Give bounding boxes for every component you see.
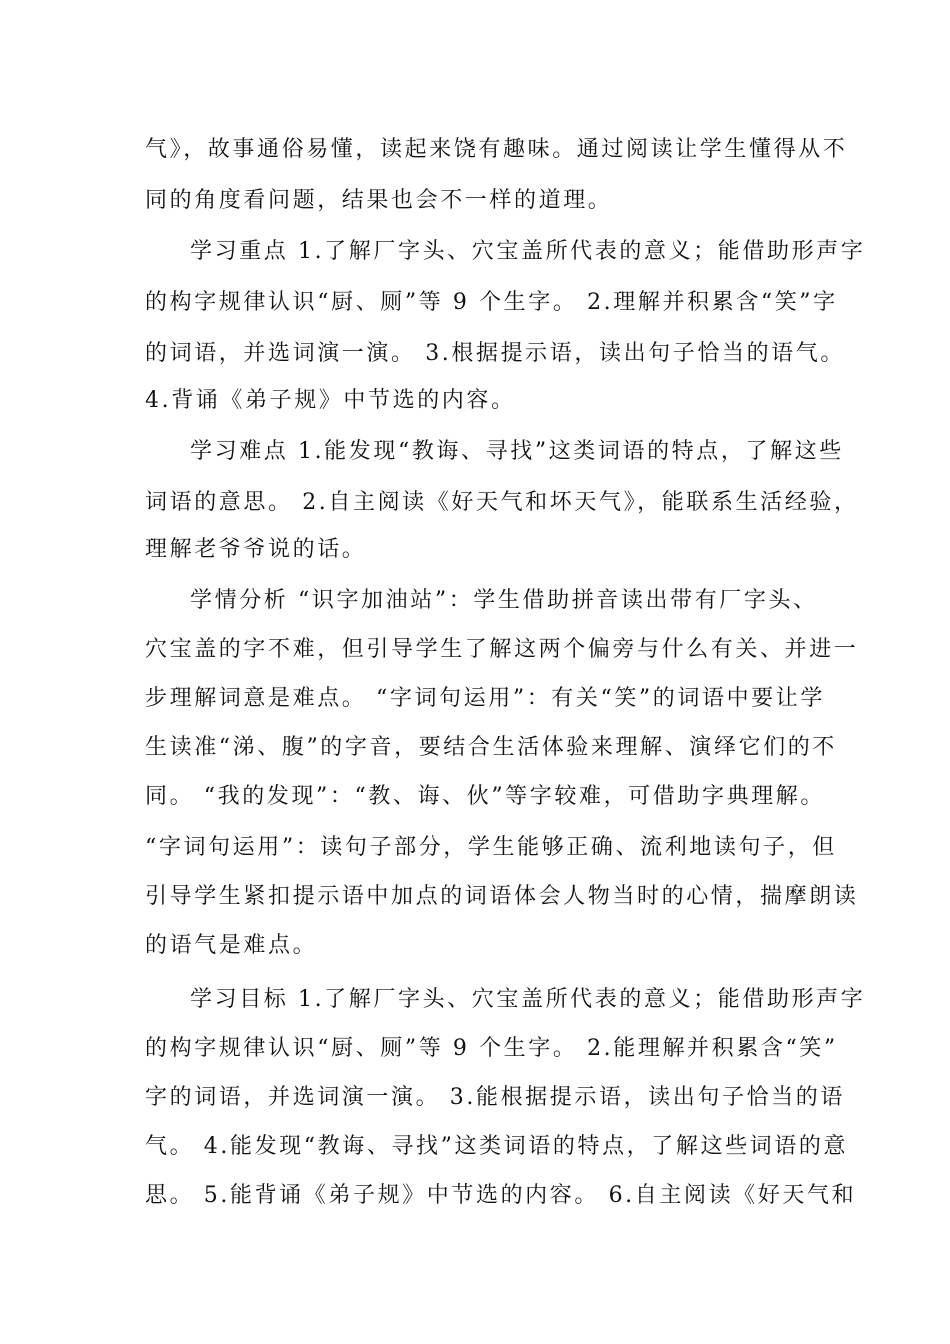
text-line: 的构字规律认识“厨、厕”等 9 个生字。 2.能理解并积累含“笑”: [145, 1036, 838, 1061]
text-line: “字词句运用”：读句子部分，学生能够正确、流利地读句子，但: [145, 835, 837, 860]
text-line: 的构字规律认识“厨、厕”等 9 个生字。 2.理解并积累含“笑”字: [145, 290, 838, 315]
text-line: 字的词语，并选词演一演。 3.能根据提示语，读出句子恰当的语: [145, 1085, 845, 1110]
text-line: 穴宝盖的字不难，但引导学生了解这两个偏旁与什么有关、并进一: [145, 637, 859, 662]
paragraph-learning-analysis: 学情分析 “识字加油站”：学生借助拼音读出带有厂字头、: [190, 588, 818, 613]
text-line: 词语的意思。 2.自主阅读《好天气和坏天气》，能联系生活经验，: [145, 490, 859, 515]
text-line: 气》，故事通俗易懂，读起来饶有趣味。通过阅读让学生懂得从不: [145, 137, 848, 162]
text-line: 步理解词意是难点。 “字词句运用”：有关“笑”的词语中要让学: [145, 686, 825, 711]
paragraph-study-focus: 学习重点 1.了解厂字头、穴宝盖所代表的意义；能借助形声字: [190, 239, 866, 264]
text-line: 4.背诵《弟子规》中节选的内容。: [145, 388, 516, 413]
paragraph-learning-goals: 学习目标 1.了解厂字头、穴宝盖所代表的意义；能借助形声字: [190, 987, 866, 1012]
text-line: 生读准“涕、腹”的字音，要结合生活体验来理解、演绎它们的不: [145, 735, 837, 760]
text-line: 气。 4.能发现“教诲、寻找”这类词语的特点，了解这些词语的意: [145, 1134, 849, 1159]
text-line: 同。 “我的发现”：“教、诲、伙”等字较难，可借助字典理解。: [145, 784, 825, 809]
text-line: 思。 5.能背诵《弟子规》中节选的内容。 6.自主阅读《好天气和: [145, 1183, 857, 1208]
text-line: 的词语，并选词演一演。 3.根据提示语，读出句子恰当的语气。: [145, 341, 845, 366]
text-line: 的语气是难点。: [145, 933, 318, 958]
paragraph-study-difficulty: 学习难点 1.能发现“教诲、寻找”这类词语的特点，了解这些: [190, 439, 844, 464]
text-line: 理解老爷爷说的话。: [145, 537, 367, 562]
text-line: 引导学生紧扣提示语中加点的词语体会人物当时的心情，揣摩朗读: [145, 884, 859, 909]
text-line: 同的角度看问题，结果也会不一样的道理。: [145, 188, 613, 213]
